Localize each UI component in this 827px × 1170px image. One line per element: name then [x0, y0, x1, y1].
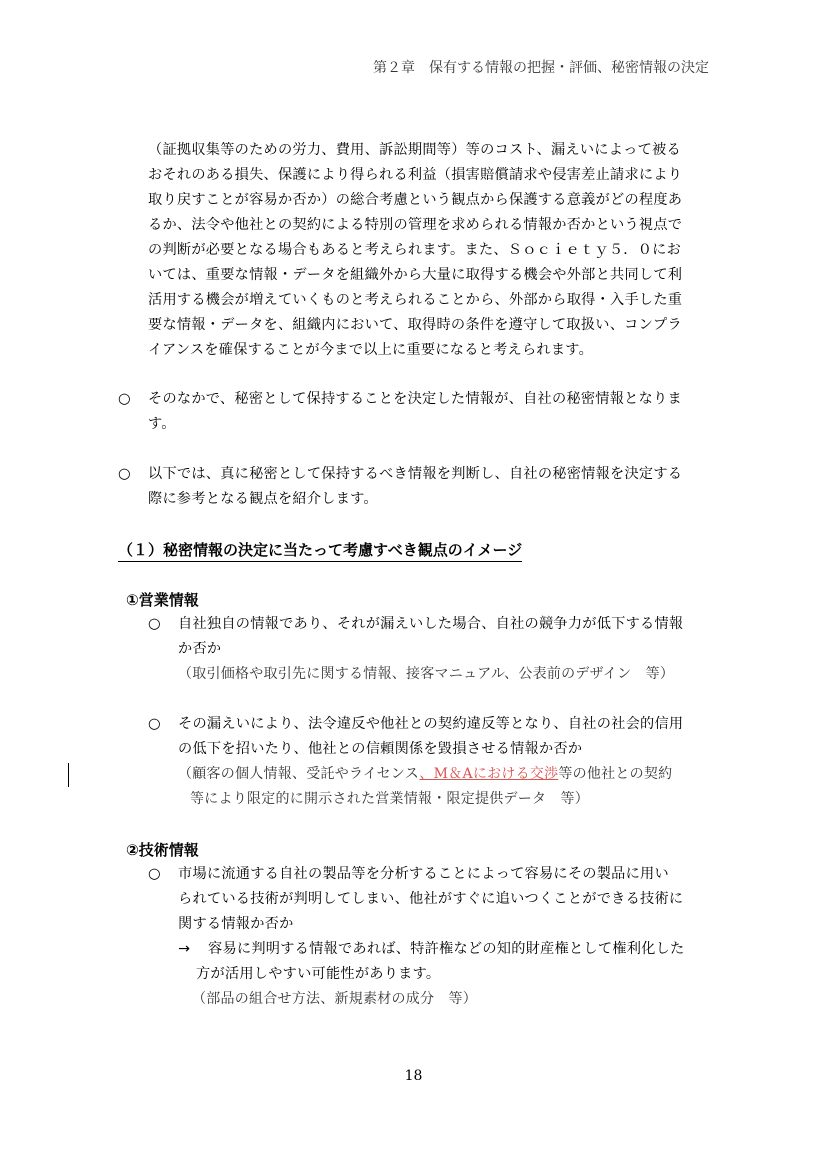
example-text: （取引価格や取引先に関する情報、接客マニュアル、公表前のデザイン 等） [178, 666, 675, 682]
bullet-line: 以下では、真に秘密として保持するべき情報を判断し、自社の秘密情報を決定する [148, 466, 683, 482]
paragraph-line: おそれのある損失、保護により得られる利益（損害賠償請求や侵害差止請求により [148, 167, 683, 183]
example-text [178, 764, 672, 784]
point-line: られている技術が判明してしまい、他社がすぐに追いつくことができる技術に [178, 891, 684, 907]
example-text-part: （顧客の個人情報、受託やライセンス [178, 766, 420, 782]
arrow-line: 容易に判明する情報であれば、特許権などの知的財産権として権利化した [208, 941, 685, 957]
bullet-symbol: ○ [148, 866, 161, 882]
paragraph-line: いては、重要な情報・データを組織外から大量に取得する機会や外部と共同して利 [148, 267, 683, 283]
section-heading: （１）秘密情報の決定に当たって考慮すべき観点のイメージ [118, 540, 522, 562]
paragraph-line: 取り戻すことが容易か否か）の総合考慮という観点から保護する意義がどの程度あ [148, 192, 683, 208]
paragraph-line: 要な情報・データを、組織内において、取得時の条件を遵守して取扱い、コンプラ [148, 317, 682, 333]
point-line: 市場に流通する自社の製品等を分析することによって容易にその製品に用い [178, 866, 669, 882]
bullet-symbol: ○ [148, 716, 161, 732]
point-line: 自社独自の情報であり、それが漏えいした場合、自社の競争力が低下する情報 [178, 616, 684, 632]
point-line: その漏えいにより、法令違反や他社との契約違反等となり、自社の社会的信用 [178, 716, 684, 732]
page-number: 18 [404, 1068, 423, 1084]
bullet-line: そのなかで、秘密として保持することを決定した情報が、自社の秘密情報となりま [148, 391, 682, 407]
revised-text: 、M＆Aにおける交渉 [419, 766, 559, 782]
bullet-symbol: ○ [118, 391, 131, 407]
chapter-header: 第２章 保有する情報の把握・評価、秘密情報の決定 [373, 60, 709, 76]
revision-bar [68, 763, 69, 787]
business-info-heading: ①営業情報 [126, 591, 199, 609]
arrow-icon: → [178, 941, 191, 957]
point-line: か否か [178, 641, 222, 657]
point-line: 関する情報か否か [178, 916, 294, 932]
example-text: 等により限定的に開示された営業情報・限定提供データ 等） [190, 791, 589, 807]
example-text: （部品の組合せ方法、新規素材の成分 等） [192, 991, 477, 1007]
bullet-symbol: ○ [118, 466, 131, 482]
bullet-symbol: ○ [148, 616, 161, 632]
bullet-line: す。 [148, 416, 176, 432]
paragraph-line: 活用する機会が増えていくものと考えられることから、外部から取得・入手した重 [148, 292, 683, 308]
arrow-line: 方が活用しやすい可能性があります。 [196, 966, 441, 982]
paragraph-line: るか、法令や他社との契約による特別の管理を求められる情報か否かという視点で [148, 217, 683, 233]
example-text-part: 等の他社との契約 [558, 766, 673, 782]
paragraph-line: （証拠収集等のための労力、費用、訴訟期間等）等のコスト、漏えいによって被る [148, 142, 681, 158]
paragraph-line: イアンスを確保することが今まで以上に重要になると考えられます。 [148, 342, 594, 358]
paragraph-line: の判断が必要となる場合もあると考えられます。また、Ｓｏｃｉｅｔｙ５．０にお [148, 242, 682, 258]
point-line: の低下を招いたり、他社との信頼関係を毀損させる情報か否か [178, 741, 583, 757]
technical-info-heading: ②技術情報 [126, 841, 199, 859]
bullet-line: 際に参考となる観点を紹介します。 [148, 491, 378, 507]
